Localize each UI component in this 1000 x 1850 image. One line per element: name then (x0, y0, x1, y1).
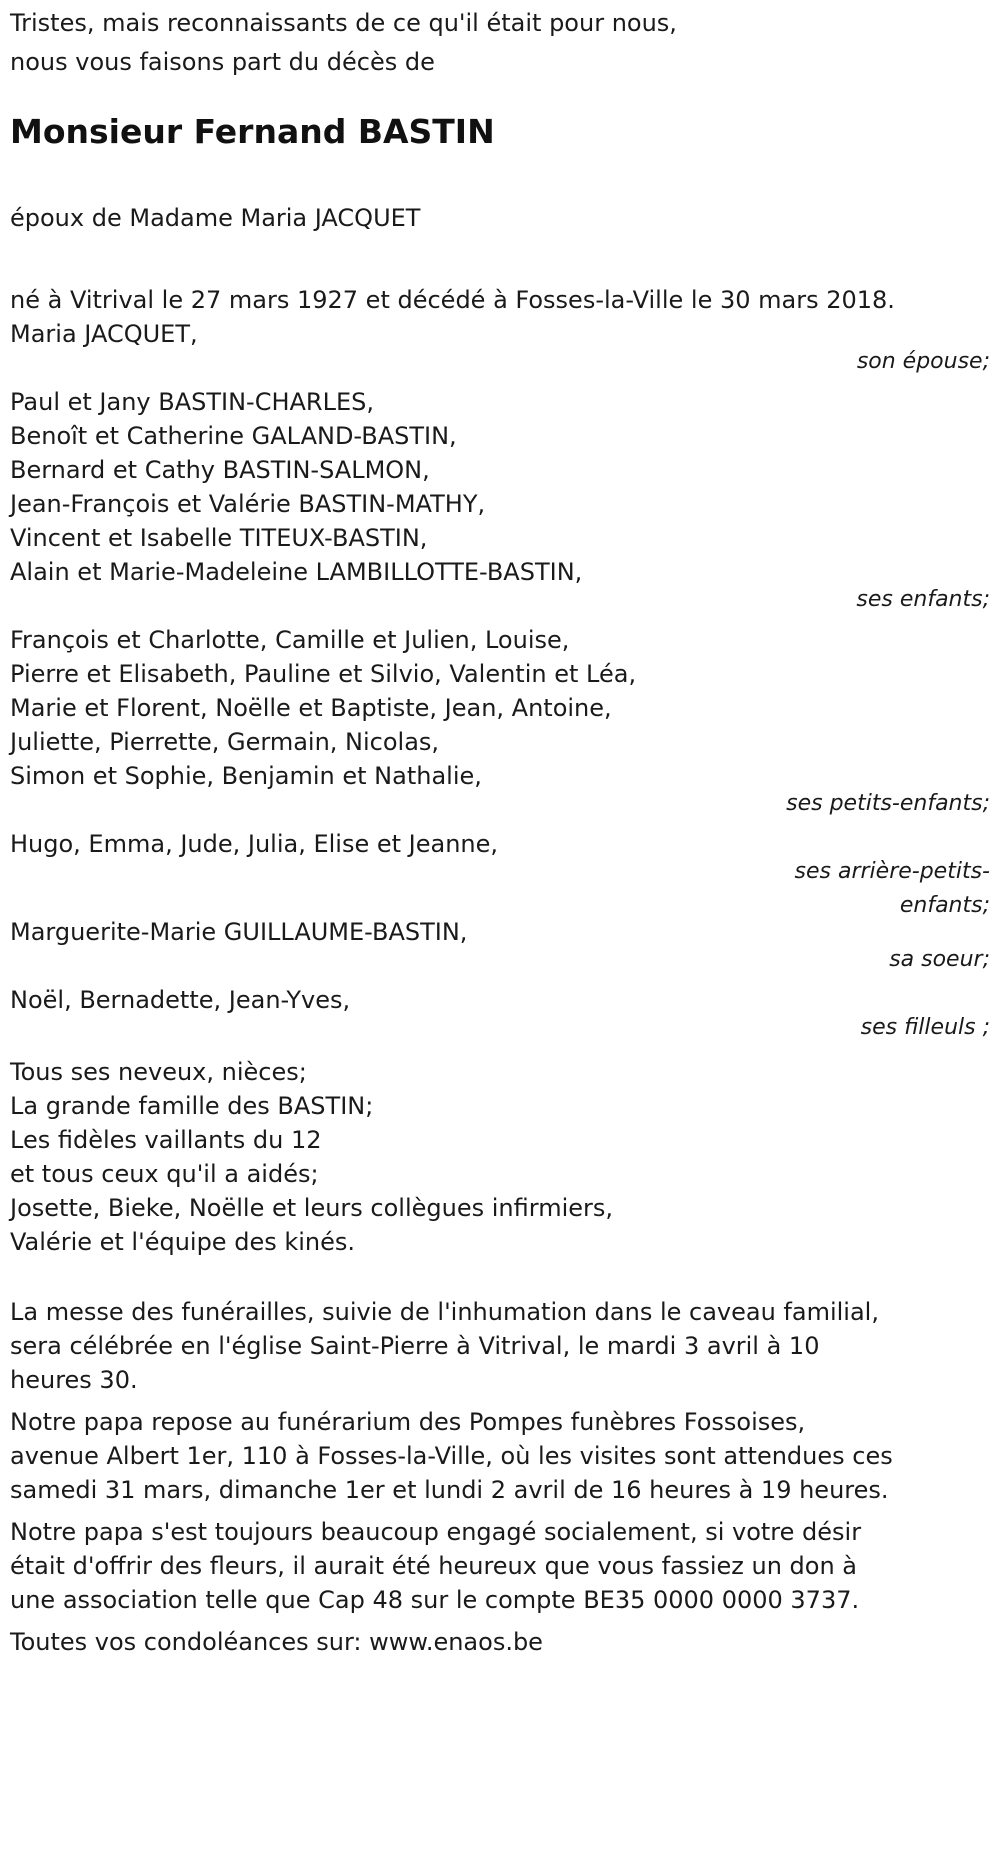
family-name-line: Jean-François et Valérie BASTIN-MATHY, (10, 490, 486, 518)
paragraph-line: sera célébrée en l'église Saint-Pierre à Vitrival, le mardi 3 avril à 10 (10, 1332, 820, 1360)
other-relatives-line: Josette, Bieke, Noëlle et leurs collègues infirmiers, (10, 1194, 613, 1222)
family-name-line: Juliette, Pierrette, Germain, Nicolas, (10, 728, 440, 756)
other-relatives-line: Valérie et l'équipe des kinés. (10, 1228, 356, 1256)
family-names (10, 915, 770, 949)
family-name-line: Noël, Bernadette, Jean-Yves, (10, 986, 351, 1014)
family-group-great-grandchildren (10, 827, 990, 923)
family-name-line: Marie et Florent, Noëlle et Baptiste, Jean, Antoine, (10, 694, 612, 722)
other-relatives (10, 1055, 990, 1259)
paragraph-line: était d'offrir des fleurs, il aurait été heureux que vous fassiez un don à (10, 1552, 858, 1580)
paragraph-line: Notre papa repose au funérarium des Pompes funèbres Fossoises, (10, 1408, 806, 1436)
family-group-godchildren (10, 983, 990, 1045)
family-name-line: Pierre et Elisabeth, Pauline et Silvio, Valentin et Léa, (10, 660, 637, 688)
paragraph-line: avenue Albert 1er, 110 à Fosses-la-Ville, où les visites sont attendues ces (10, 1442, 893, 1470)
family-group-grandchildren (10, 623, 990, 821)
other-relatives-line: et tous ceux qu'il a aidés; (10, 1160, 319, 1188)
family-group-spouse (10, 317, 990, 379)
family-group-sister (10, 915, 990, 977)
relation-label-line: ses arrière-petits- (794, 859, 990, 884)
family-name-line: François et Charlotte, Camille et Julien, Louise, (10, 626, 570, 654)
deceased-name: Monsieur Fernand BASTIN (10, 112, 495, 151)
birth-death-line: né à Vitrival le 27 mars 1927 et décédé à Fosses-la-Ville le 30 mars 2018. (10, 286, 895, 314)
family-name-line: Marguerite-Marie GUILLAUME-BASTIN, (10, 918, 468, 946)
relation-label: sa soeur; (889, 947, 990, 972)
other-relatives-line: Tous ses neveux, nièces; (10, 1058, 307, 1086)
paragraph-line: une association telle que Cap 48 sur le compte BE35 0000 0000 3737. (10, 1586, 860, 1614)
relation-label (760, 855, 990, 923)
family-name-line: Bernard et Cathy BASTIN-SALMON, (10, 456, 430, 484)
paragraph-line: heures 30. (10, 1366, 138, 1394)
intro-line: Tristes, mais reconnaissants de ce qu'il était pour nous, (10, 9, 677, 37)
relation-label: ses filleuls ; (860, 1015, 990, 1040)
paragraph-line: La messe des funérailles, suivie de l'inhumation dans le caveau familial, (10, 1298, 879, 1326)
family-name-line: Alain et Marie-Madeleine LAMBILLOTTE-BASTIN, (10, 558, 583, 586)
other-relatives-line: La grande famille des BASTIN; (10, 1092, 374, 1120)
relation-label-line: enfants; (899, 893, 990, 918)
family-names (10, 623, 770, 793)
family-name-line: Vincent et Isabelle TITEUX-BASTIN, (10, 524, 428, 552)
donation-paragraph (10, 1515, 862, 1617)
family-group-children (10, 385, 990, 617)
other-relatives-line: Les fidèles vaillants du 12 (10, 1126, 322, 1154)
paragraph-line: Notre papa s'est toujours beaucoup engagé socialement, si votre désir (10, 1518, 862, 1546)
family-names (10, 827, 770, 861)
relation-label: ses enfants; (856, 587, 990, 612)
intro-line: nous vous faisons part du décès de (10, 48, 435, 76)
family-names (10, 317, 770, 351)
family-name-line: Benoît et Catherine GALAND-BASTIN, (10, 422, 457, 450)
relation-label: ses petits-enfants; (786, 791, 990, 816)
visit-paragraph (10, 1405, 893, 1507)
family-names (10, 385, 770, 589)
condolences-line: Toutes vos condoléances sur: www.enaos.be (10, 1628, 543, 1656)
family-name-line: Simon et Sophie, Benjamin et Nathalie, (10, 762, 482, 790)
intro-text (10, 4, 990, 82)
paragraph-line: samedi 31 mars, dimanche 1er et lundi 2 avril de 16 heures à 19 heures. (10, 1476, 889, 1504)
family-names (10, 983, 770, 1017)
family-name-line: Maria JACQUET, (10, 320, 198, 348)
family-name-line: Hugo, Emma, Jude, Julia, Elise et Jeanne, (10, 830, 499, 858)
spouse-line: époux de Madame Maria JACQUET (10, 204, 421, 232)
family-name-line: Paul et Jany BASTIN-CHARLES, (10, 388, 375, 416)
funeral-paragraph (10, 1295, 879, 1397)
relation-label: son épouse; (856, 349, 990, 374)
